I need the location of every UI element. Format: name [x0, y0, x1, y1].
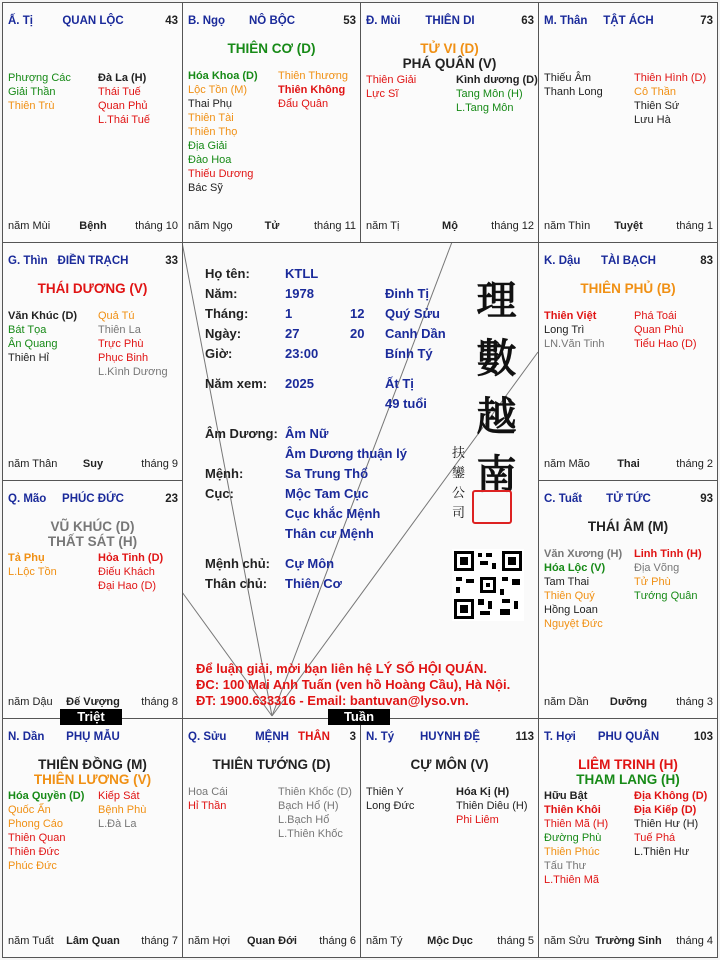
palace-month: tháng 11 [313, 220, 356, 232]
hour-value: 23:00 [285, 346, 319, 361]
minor-star: Kình dương (D) [456, 74, 538, 86]
palace-year: năm Hợi [188, 935, 231, 947]
triet-tag: Triệt [60, 709, 122, 725]
palace-header [188, 15, 356, 29]
minor-star: Thiếu Dương [188, 168, 254, 180]
minor-star: Thiên Không [278, 84, 346, 96]
seal-side-text: 扶 鑾 公 司 [452, 446, 466, 521]
minor-star: Thiếu Âm [544, 72, 592, 84]
palace-year: năm Tuất [8, 935, 54, 947]
palace-cell-ty [360, 718, 539, 958]
day-canchi: Canh Dần [385, 326, 446, 341]
palace-name: TẬT ÁCH [603, 15, 654, 27]
month-label: Tháng: [205, 306, 249, 321]
palace-canchi: Ấ. Tị [8, 15, 33, 27]
name-label: Họ tên: [205, 266, 250, 281]
star-column-left [188, 785, 228, 813]
palace-header [8, 731, 178, 745]
star-column-right [634, 547, 702, 603]
palace-name: HUYNH ĐỆ [419, 731, 481, 743]
minor-star: Phục Binh [98, 352, 149, 364]
palace-number: 23 [165, 493, 178, 505]
minor-star: Linh Tinh (H) [634, 548, 702, 560]
palace-header [544, 15, 713, 29]
hour-label: Giờ: [205, 346, 233, 361]
palace-month: tháng 10 [135, 220, 178, 232]
main-star: VŨ KHÚC (D) [50, 519, 135, 534]
star-column-right [98, 789, 146, 831]
palace-name: PHÚC ĐỨC [62, 493, 124, 505]
palace-cell-mui [360, 2, 539, 243]
palace-footer [8, 696, 178, 710]
palace-cell-dan [2, 718, 183, 958]
day-label: Ngày: [205, 326, 242, 341]
palace-header [8, 15, 178, 29]
minor-star: Hoa Cái [188, 786, 228, 798]
calligraphy-logo [469, 272, 524, 504]
star-column-left [366, 73, 416, 101]
palace-cell-thin [2, 242, 183, 481]
star-column-right [456, 73, 538, 115]
palace-header [8, 493, 178, 507]
minor-star: Lộc Tồn (M) [188, 84, 248, 96]
minor-star: Địa Không (D) [634, 790, 708, 802]
minor-star: Quốc Ấn [8, 804, 51, 816]
palace-month: tháng 2 [676, 458, 713, 470]
minor-star: Thiên Đức [8, 846, 60, 858]
hour-canchi: Bính Tý [385, 346, 433, 361]
palace-year: năm Tị [366, 220, 400, 232]
calligraphy-char: 南 [476, 451, 517, 498]
palace-month: tháng 4 [676, 935, 713, 947]
palace-month: tháng 6 [319, 935, 356, 947]
minor-star: L.Thiên Mã [544, 874, 600, 886]
palace-year: năm Mão [544, 458, 590, 470]
view-year-label: Năm xem: [205, 376, 268, 391]
minor-star: Thiên Khôi [544, 804, 601, 816]
palace-cell-hoi [538, 718, 718, 958]
palace-footer [366, 220, 534, 234]
star-column-right [456, 785, 528, 827]
minor-star: L.Kình Dương [98, 366, 168, 378]
palace-footer [188, 935, 356, 949]
minor-star: LN.Văn Tinh [544, 338, 605, 350]
palace-name: MỆNH [255, 731, 289, 743]
minor-star: Thiên La [98, 324, 141, 336]
star-column-left [8, 789, 84, 873]
minor-star: Thiên Quan [8, 832, 66, 844]
menh-chu-value: Cự Môn [285, 556, 335, 571]
palace-number: 43 [165, 15, 178, 27]
minor-star: Địa Giải [188, 140, 228, 152]
star-column-left [188, 69, 258, 195]
palace-canchi: N. Dần [8, 731, 45, 743]
minor-star: Hóa Khoa (D) [188, 70, 258, 82]
tu-vi-chart [2, 2, 718, 958]
minor-star: Thiên Mã (H) [544, 818, 609, 830]
minor-star: Thiên Phúc [544, 846, 600, 858]
minor-star: Văn Xương (H) [544, 548, 623, 560]
main-star: THIÊN PHỦ (B) [580, 281, 676, 296]
palace-footer [544, 458, 713, 472]
palace-cell-than [538, 2, 718, 243]
minor-star: Long Đức [366, 800, 415, 812]
palace-name: TỬ TỨC [606, 493, 651, 505]
main-star: CỰ MÔN (V) [410, 757, 489, 772]
star-column-right [634, 71, 706, 127]
palace-header [544, 731, 713, 745]
palace-canchi: M. Thân [544, 15, 588, 27]
minor-star: Điếu Khách [98, 566, 155, 578]
minor-star: Văn Khúc (D) [8, 310, 78, 322]
minor-star: Đường Phù [544, 832, 602, 844]
palace-year: năm Mùi [8, 220, 51, 232]
minor-star: Tử Phù [634, 576, 671, 588]
minor-star: Cô Thần [634, 86, 676, 98]
year-value: 1978 [285, 286, 314, 301]
minor-star: Quả Tú [98, 310, 135, 322]
palace-number: 73 [700, 15, 713, 27]
palace-month: tháng 1 [676, 220, 713, 232]
minor-star: Ân Quang [8, 338, 58, 350]
palace-number: 93 [700, 493, 713, 505]
amduong-label: Âm Dương: [205, 426, 278, 441]
minor-star: Thai Phụ [188, 98, 233, 110]
palace-month: tháng 9 [141, 458, 178, 470]
calligraphy-char: 數 [476, 335, 517, 382]
minor-star: Đào Hoa [188, 154, 232, 166]
palace-canchi: K. Dậu [544, 255, 581, 267]
palace-cell-suu [182, 718, 361, 958]
palace-stage: Mộc Dục [427, 935, 473, 947]
year-canchi: Đinh Tị [385, 286, 430, 301]
minor-star: Lực Sĩ [366, 88, 399, 100]
amduong-value-2: Âm Dương thuận lý [285, 446, 407, 461]
minor-star: Bạch Hổ (H) [278, 800, 339, 812]
star-column-left [366, 785, 414, 813]
minor-star: Long Trì [544, 324, 585, 336]
minor-star: Bệnh Phù [98, 804, 147, 816]
palace-header [544, 493, 713, 507]
day-value: 27 [285, 326, 300, 341]
minor-star: Thiên Y [366, 786, 404, 798]
main-star: THIÊN ĐỒNG (M) [38, 757, 147, 772]
palace-canchi: Q. Mão [8, 493, 47, 505]
palace-month: tháng 5 [497, 935, 534, 947]
palace-year: năm Thìn [544, 220, 591, 232]
palace-year: năm Sửu [544, 935, 590, 947]
minor-star: Địa Kiếp (D) [634, 804, 697, 816]
minor-star: Thiên Việt [544, 310, 597, 322]
palace-footer [188, 220, 356, 234]
minor-star: Thiên Tài [188, 112, 234, 124]
palace-name: TÀI BẠCH [601, 255, 656, 267]
month-canchi: Quý Sửu [385, 306, 440, 321]
palace-year: năm Tý [366, 935, 403, 947]
palace-canchi: B. Ngọ [188, 15, 226, 27]
minor-star: Tam Thai [544, 576, 590, 588]
minor-star: L.Bạch Hổ [278, 814, 330, 826]
palace-stage: Trường Sinh [595, 935, 662, 947]
main-star: THÁI DƯƠNG (V) [37, 281, 148, 296]
palace-header [366, 731, 534, 745]
chart-center-info [184, 244, 539, 718]
minor-star: Đà La (H) [98, 72, 147, 84]
palace-stage: Lâm Quan [66, 935, 120, 947]
tuan-tag: Tuần [328, 709, 390, 725]
palace-header [188, 731, 356, 745]
main-star: THIÊN LƯƠNG (V) [33, 772, 152, 787]
palace-header [366, 15, 534, 29]
palace-cell-tuat [538, 480, 718, 719]
minor-star: Phá Toái [634, 310, 677, 322]
palace-stage: Tuyệt [614, 220, 643, 232]
palace-footer [544, 220, 713, 234]
minor-star: Nguyệt Đức [544, 618, 603, 630]
than-marker: THÂN [298, 731, 330, 743]
palace-year: năm Dậu [8, 696, 53, 708]
star-column-left [544, 309, 605, 351]
palace-canchi: G. Thìn [8, 255, 48, 267]
palace-footer [8, 935, 178, 949]
palace-name: QUAN LỘC [62, 15, 124, 27]
main-star: THIÊN TƯỚNG (D) [212, 757, 331, 772]
minor-star: L.Đà La [98, 818, 137, 830]
palace-name: NÔ BỘC [249, 15, 295, 27]
minor-star: Thiên Trù [8, 100, 55, 112]
minor-star: Địa Võng [634, 562, 680, 574]
main-star: THẤT SÁT (H) [47, 534, 138, 549]
palace-footer [8, 458, 178, 472]
star-column-left [8, 71, 71, 113]
palace-stage: Dưỡng [609, 696, 648, 708]
palace-stage: Đế Vượng [66, 696, 120, 708]
minor-star: Thái Tuế [98, 86, 141, 98]
cuc-label: Cục: [205, 486, 234, 501]
minor-star: Thiên Thọ [188, 126, 238, 138]
minor-star: Hóa Quyền (D) [8, 790, 85, 802]
minor-star: Tang Môn (H) [456, 88, 523, 100]
minor-star: Hồng Loan [544, 604, 598, 616]
palace-year: năm Thân [8, 458, 58, 470]
palace-header [8, 255, 178, 269]
cuc-value: Mộc Tam Cục [285, 486, 369, 501]
menh-label: Mệnh: [205, 466, 244, 481]
palace-canchi: Q. Sửu [188, 731, 227, 743]
minor-star: Thiên Giải [366, 74, 417, 86]
contact-line-2: ĐC: 100 Mai Anh Tuấn (ven hồ Hoàng Cầu), Hà Nội. [196, 677, 511, 692]
minor-star: Quan Phủ [98, 100, 148, 112]
palace-month: tháng 3 [676, 696, 713, 708]
palace-number: 33 [165, 255, 178, 267]
minor-star: Hóa Lộc (V) [544, 562, 606, 574]
star-column-right [278, 69, 348, 111]
palace-number: 113 [515, 731, 534, 743]
minor-star: Phi Liêm [456, 814, 499, 826]
year-label: Năm: [205, 286, 238, 301]
palace-name: PHU QUÂN [597, 731, 660, 743]
minor-star: Trực Phù [98, 338, 144, 350]
calligraphy-char: 越 [476, 393, 517, 440]
contact-line-3: ĐT: 1900.633316 - Email: bantuvan@lyso.vn. [196, 693, 469, 708]
cuc-value-2: Cục khắc Mệnh [285, 506, 381, 521]
minor-star: Phúc Đức [8, 860, 57, 872]
star-column-left [544, 71, 603, 99]
palace-canchi: C. Tuất [544, 493, 583, 505]
minor-star: Tướng Quân [634, 590, 698, 602]
minor-star: Thiên Hư (H) [634, 818, 699, 830]
minor-star: L.Tang Môn [456, 102, 514, 114]
palace-stage: Quan Đới [247, 935, 297, 947]
palace-footer [8, 220, 178, 234]
minor-star: Hỏa Tinh (D) [98, 552, 164, 564]
palace-month: tháng 8 [141, 696, 178, 708]
star-column-right [98, 551, 163, 593]
minor-star: Phượng Các [8, 72, 71, 84]
minor-star: Lưu Hà [634, 114, 671, 126]
palace-header [544, 255, 713, 269]
menh-value: Sa Trung Thổ [285, 466, 369, 481]
palace-name: THIÊN DI [425, 15, 475, 27]
main-star: TỬ VI (D) [420, 41, 479, 56]
minor-star: Kiếp Sát [98, 790, 140, 802]
main-star: THAM LANG (H) [576, 772, 680, 787]
palace-canchi: Đ. Mùi [366, 15, 401, 27]
star-column-right [634, 789, 707, 859]
star-column-right [634, 309, 697, 351]
palace-number: 3 [349, 731, 356, 743]
minor-star: Tấu Thư [544, 860, 587, 872]
minor-star: Bác Sỹ [188, 182, 223, 194]
calligraphy-char: 理 [476, 277, 517, 324]
than-chu-label: Thân chủ: [205, 576, 268, 591]
main-star: PHÁ QUÂN (V) [402, 56, 497, 71]
minor-star: Hỉ Thần [188, 800, 227, 812]
minor-star: L.Thiên Khốc [278, 828, 343, 840]
minor-star: Đẩu Quân [278, 98, 329, 110]
minor-star: Thanh Long [544, 86, 603, 98]
than-chu-value: Thiên Cơ [285, 576, 342, 591]
palace-canchi: T. Hợi [544, 731, 576, 743]
main-star: THIÊN CƠ (D) [227, 41, 316, 56]
minor-star: Bát Tọa [8, 324, 47, 336]
palace-footer [544, 696, 713, 710]
palace-name: ĐIỀN TRẠCH [57, 255, 129, 267]
palace-year: năm Ngọ [188, 220, 233, 232]
red-seal-stamp [472, 490, 512, 524]
palace-number: 53 [343, 15, 356, 27]
minor-star: Tuế Phá [634, 832, 676, 844]
palace-month: tháng 7 [141, 935, 178, 947]
main-star: LIÊM TRINH (H) [578, 757, 678, 772]
star-column-left [8, 551, 57, 579]
day-value-2: 20 [350, 326, 365, 341]
qr-code [452, 549, 524, 621]
minor-star: Thiên Khốc (D) [278, 786, 352, 798]
star-column-left [544, 789, 608, 887]
main-star: THÁI ÂM (M) [587, 519, 669, 534]
minor-star: Thiên Hỉ [8, 352, 49, 364]
minor-star: Thiên Hình (D) [634, 72, 707, 84]
minor-star: Tiểu Hao (D) [634, 338, 697, 350]
minor-star: Giải Thần [8, 86, 56, 98]
minor-star: Thiên Thương [278, 70, 349, 82]
palace-cell-dau [538, 242, 718, 481]
minor-star: Đại Hao (D) [98, 580, 157, 592]
palace-month: tháng 12 [491, 220, 534, 232]
star-column-right [278, 785, 352, 841]
palace-stage: Tử [264, 220, 280, 232]
star-column-right [98, 309, 168, 379]
palace-stage: Bệnh [79, 220, 107, 232]
star-column-left [8, 309, 77, 365]
palace-stage: Mộ [442, 220, 458, 232]
minor-star: Phong Cáo [8, 818, 64, 830]
age-value: 49 tuổi [385, 396, 427, 411]
minor-star: Thiên Sứ [634, 100, 680, 112]
palace-canchi: N. Tý [366, 731, 395, 743]
month-value-2: 12 [350, 306, 365, 321]
palace-footer [544, 935, 713, 949]
palace-number: 83 [700, 255, 713, 267]
minor-star: Thiên Quý [544, 590, 595, 602]
minor-star: Hóa Kị (H) [456, 786, 510, 798]
palace-footer [366, 935, 534, 949]
palace-number: 103 [693, 731, 713, 743]
minor-star: Hữu Bật [544, 790, 588, 802]
minor-star: Thiên Diêu (H) [456, 800, 528, 812]
view-year-canchi: Ất Tị [385, 376, 414, 391]
amduong-value: Âm Nữ [285, 426, 329, 441]
contact-line-1: Để luận giải, mời bạn liên hệ LÝ SỐ HỘI QUÁN. [196, 661, 487, 676]
palace-year: năm Dần [544, 696, 589, 708]
palace-name: PHỤ MẪU [66, 731, 120, 743]
minor-star: Quan Phù [634, 324, 684, 336]
star-column-right [98, 71, 150, 127]
view-year-value: 2025 [285, 376, 314, 391]
star-column-left [544, 547, 622, 631]
palace-cell-ngo [182, 2, 361, 243]
palace-stage: Suy [82, 458, 104, 470]
menh-chu-label: Mệnh chủ: [205, 556, 270, 571]
month-value: 1 [285, 306, 293, 321]
cuc-value-3: Thân cư Mệnh [285, 526, 374, 541]
minor-star: L.Thái Tuế [98, 114, 150, 126]
palace-number: 63 [521, 15, 534, 27]
palace-cell-ti [2, 2, 183, 243]
minor-star: Tả Phụ [8, 552, 45, 564]
palace-stage: Thai [617, 458, 640, 470]
name-value: KTLL [285, 266, 319, 281]
minor-star: L.Thiên Hư [634, 846, 690, 858]
minor-star: L.Lộc Tồn [8, 566, 57, 578]
palace-cell-mao [2, 480, 183, 719]
